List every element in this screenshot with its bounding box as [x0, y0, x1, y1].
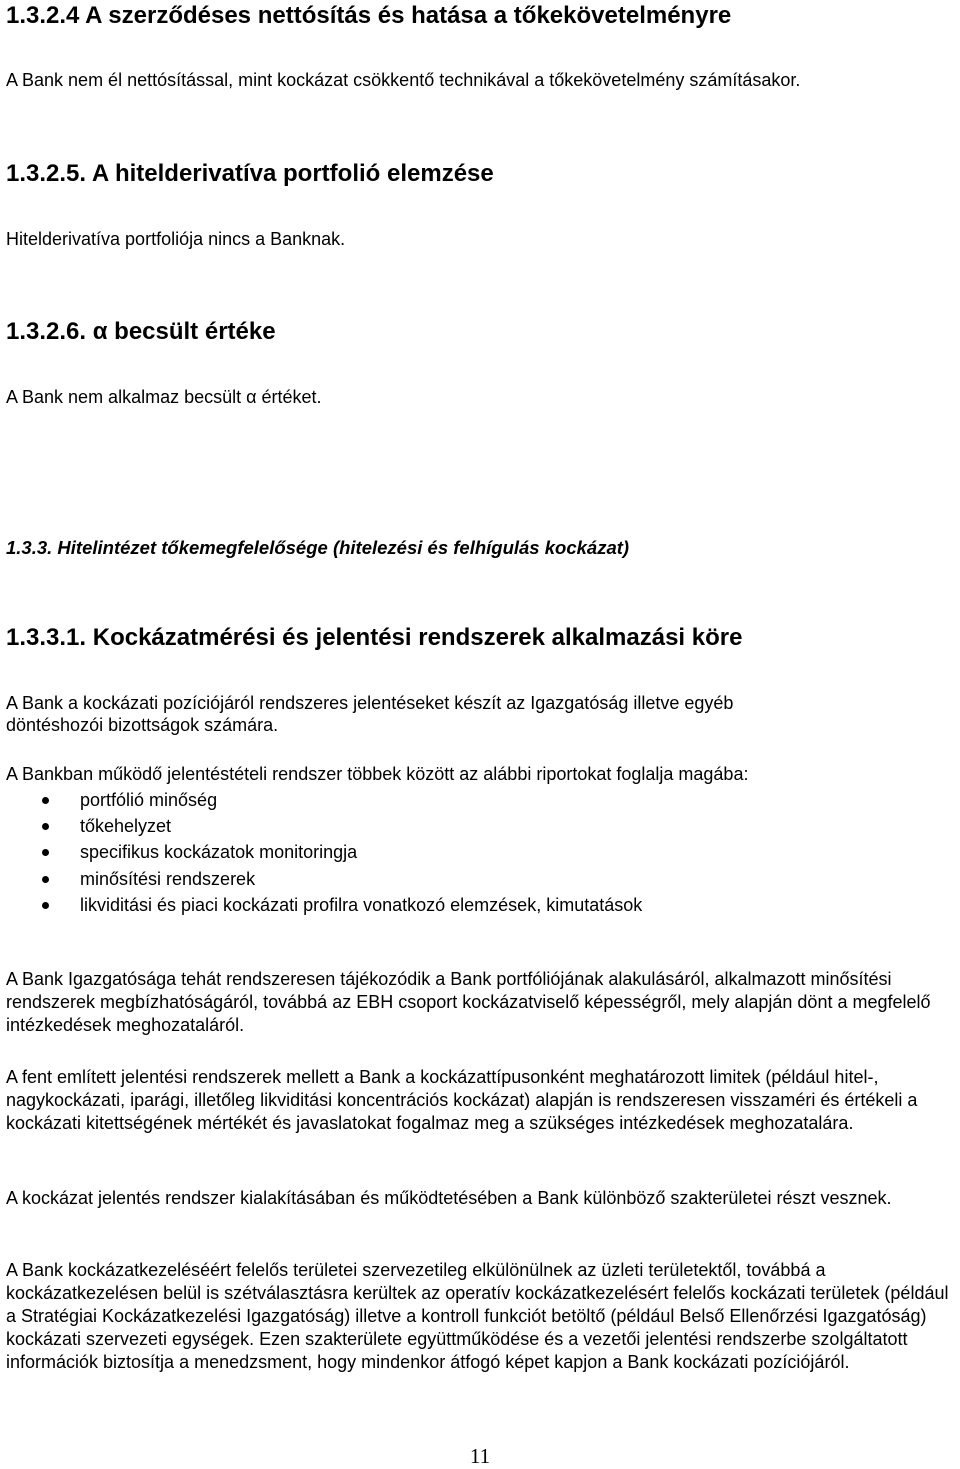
- list-item: tőkehelyzet: [42, 813, 642, 839]
- bullet-icon: [42, 876, 49, 883]
- list-item: portfólió minőség: [42, 787, 642, 813]
- subsection-heading-133: 1.3.3. Hitelintézet tőkemegfelelősége (hitelezési és felhígulás kockázat): [6, 537, 630, 558]
- report-list: [42, 787, 642, 918]
- list-item: minősítési rendszerek: [42, 866, 642, 892]
- bullet-icon: [42, 823, 49, 830]
- page-number: 11: [469, 1444, 491, 1468]
- intro-line-1: A Bank a kockázati pozíciójáról rendszeres jelentéseket készít az Igazgatóság illetve egyéb: [6, 693, 734, 713]
- list-item: specifikus kockázatok monitoringja: [42, 839, 642, 865]
- paragraph-limits: A fent említett jelentési rendszerek mellett a Bank a kockázattípusonként meghatározott limitek (például hitel-, nagykockázati, iparági, illetőleg likviditási koncentrációs kockázat) alapján is rendszeresen visszaméri és értékeli a kockázati kitettségének mértékét és javaslatokat fogalmaz meg a szükséges intézkedések meghozatalára.: [6, 1067, 918, 1133]
- paragraph-board-info: A Bank Igazgatósága tehát rendszeresen tájékozódik a Bank portfóliójának alakulásáról, alkalmazott minősítési rendszerek megbízhatóságáról, továbbá az EBH csoport kockázatviselő képességről, mely alapján dönt a megfelelő intézkedések meghozataláról.: [6, 969, 931, 1035]
- section-text-1326: A Bank nem alkalmaz becsült α értéket.: [6, 387, 322, 407]
- bullet-icon: [42, 797, 49, 804]
- section-heading-1326: 1.3.2.6. α becsült értéke: [6, 318, 276, 345]
- bullet-icon: [42, 849, 49, 856]
- bullet-icon: [42, 902, 49, 909]
- section-text-1324: A Bank nem él nettósítással, mint kockázat csökkentő technikával a tőkekövetelmény számításakor.: [6, 70, 801, 90]
- paragraph-risk-organization: A Bank kockázatkezeléséért felelős területei szervezetileg elkülönülnek az üzleti területektől, továbbá a kockázatkezelésen belül is szétválasztásra kerültek az operatív kockázatkezelésért felelős kockázati területek (például a Stratégiai Kockázatkezelési Igazgatóság) illetve a kontroll funkciót betöltő (például Belső Ellenőrzési Igazgatóság) kockázati szervezeti egységek. Ezen szakterülete együttműködése és a vezetői jelentési rendszerbe szolgáltatott információk biztosítja a menedzsment, hogy mindenkor átfogó képet kapjon a Bank kockázati pozíciójáról.: [6, 1260, 949, 1372]
- list-intro: A Bankban működő jelentéstételi rendszer többek között az alábbi riportokat foglalja magába:: [6, 764, 749, 784]
- section-heading-1325: 1.3.2.5. A hitelderivatíva portfolió elemzése: [6, 160, 494, 187]
- section-heading-1324: 1.3.2.4 A szerződéses nettósítás és hatása a tőkekövetelményre: [6, 2, 732, 29]
- section-heading-1331: 1.3.3.1. Kockázatmérési és jelentési rendszerek alkalmazási köre: [6, 624, 743, 651]
- section-text-1325: Hitelderivatíva portfoliója nincs a Banknak.: [6, 229, 346, 249]
- intro-line-2: döntéshozói bizottságok számára.: [6, 715, 279, 735]
- paragraph-reporting-system: A kockázat jelentés rendszer kialakításában és működtetésében a Bank különböző szakterületei részt vesznek.: [6, 1188, 892, 1208]
- list-item: likviditási és piaci kockázati profilra vonatkozó elemzések, kimutatások: [42, 892, 642, 918]
